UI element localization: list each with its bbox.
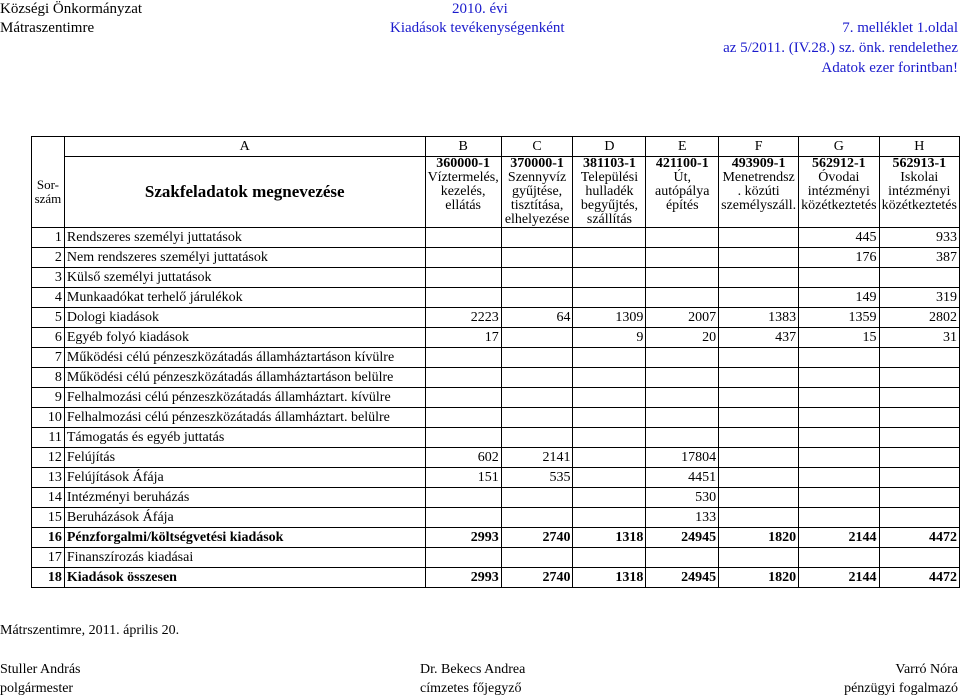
row-value xyxy=(501,368,573,388)
row-value: 2007 xyxy=(646,308,719,328)
row-label: Pénzforgalmi/költségvetési kiadások xyxy=(64,528,425,548)
row-label: Felújítások Áfája xyxy=(64,468,425,488)
table-row xyxy=(32,228,960,248)
row-value xyxy=(425,408,501,428)
row-value xyxy=(879,468,959,488)
row-value xyxy=(879,488,959,508)
row-value xyxy=(573,288,646,308)
row-value: 24945 xyxy=(646,568,719,588)
row-value: 1318 xyxy=(573,528,646,548)
row-number: 2 xyxy=(32,248,65,268)
row-value xyxy=(425,368,501,388)
row-label: Rendszeres személyi juttatások xyxy=(64,228,425,248)
row-value xyxy=(879,548,959,568)
row-value: 933 xyxy=(879,228,959,248)
row-value: 1309 xyxy=(573,308,646,328)
row-value xyxy=(501,228,573,248)
row-value xyxy=(573,508,646,528)
table-row xyxy=(32,428,960,448)
row-value xyxy=(646,348,719,368)
row-value xyxy=(501,288,573,308)
table-row xyxy=(32,288,960,308)
signer-2-name: Dr. Bekecs Andrea xyxy=(420,662,526,677)
row-value: 15 xyxy=(799,328,879,348)
corner-cell xyxy=(32,137,65,157)
table-row xyxy=(32,448,960,468)
row-number: 16 xyxy=(32,528,65,548)
row-value xyxy=(573,248,646,268)
activity-code-header: 370000-1 Szennyvíz gyűjtése, tisztítása, elhelyezése xyxy=(501,157,573,228)
row-value xyxy=(646,428,719,448)
row-value xyxy=(501,248,573,268)
column-letter: C xyxy=(501,137,573,157)
row-value xyxy=(719,368,799,388)
row-value xyxy=(799,388,879,408)
activity-code-header: 381103-1 Települési hulladék begyűjtés, szállítás xyxy=(573,157,646,228)
row-value xyxy=(501,408,573,428)
row-value xyxy=(719,248,799,268)
row-value: 1383 xyxy=(719,308,799,328)
row-label: Dologi kiadások xyxy=(64,308,425,328)
row-number: 13 xyxy=(32,468,65,488)
table-row xyxy=(32,348,960,368)
signer-1-title: polgármester xyxy=(0,681,74,696)
row-value xyxy=(879,408,959,428)
row-value xyxy=(799,508,879,528)
row-value xyxy=(646,388,719,408)
row-label: Kiadások összesen xyxy=(64,568,425,588)
place-date: Mátrszentimre, 2011. április 20. xyxy=(0,623,180,638)
row-value xyxy=(425,288,501,308)
row-number: 10 xyxy=(32,408,65,428)
row-number: 15 xyxy=(32,508,65,528)
column-letter: B xyxy=(425,137,501,157)
row-number: 6 xyxy=(32,328,65,348)
row-value xyxy=(646,288,719,308)
row-value xyxy=(646,548,719,568)
row-number: 5 xyxy=(32,308,65,328)
row-value xyxy=(799,408,879,428)
row-value: 2141 xyxy=(501,448,573,468)
row-value xyxy=(425,428,501,448)
doc-title: Kiadások tevékenységenként xyxy=(390,20,565,36)
table-row xyxy=(32,528,960,548)
column-letter: E xyxy=(646,137,719,157)
row-label: Külső személyi juttatások xyxy=(64,268,425,288)
row-value: 602 xyxy=(425,448,501,468)
row-value xyxy=(573,448,646,468)
name-header: Szakfeladatok megnevezése xyxy=(64,157,425,228)
row-value: 1359 xyxy=(799,308,879,328)
row-value xyxy=(425,348,501,368)
row-value: 2144 xyxy=(799,568,879,588)
row-value xyxy=(425,268,501,288)
row-value xyxy=(719,268,799,288)
row-value xyxy=(646,408,719,428)
row-value: 9 xyxy=(573,328,646,348)
signer-2-title: címzetes főjegyző xyxy=(420,681,522,696)
row-value xyxy=(879,428,959,448)
row-value xyxy=(501,268,573,288)
row-value xyxy=(879,508,959,528)
row-value xyxy=(573,388,646,408)
row-label: Felújítás xyxy=(64,448,425,468)
row-value xyxy=(719,428,799,448)
row-value xyxy=(719,288,799,308)
row-label: Beruházások Áfája xyxy=(64,508,425,528)
row-value xyxy=(799,348,879,368)
table-row xyxy=(32,248,960,268)
expense-table xyxy=(31,136,960,588)
table-row xyxy=(32,308,960,328)
table-row xyxy=(32,508,960,528)
row-value xyxy=(501,328,573,348)
row-number: 18 xyxy=(32,568,65,588)
row-value: 20 xyxy=(646,328,719,348)
row-value xyxy=(501,488,573,508)
row-label: Felhalmozási célú pénzeszközátadás államháztart. belülre xyxy=(64,408,425,428)
row-number: 12 xyxy=(32,448,65,468)
row-value xyxy=(501,388,573,408)
row-value xyxy=(879,368,959,388)
row-value: 387 xyxy=(879,248,959,268)
row-number: 9 xyxy=(32,388,65,408)
column-letter: H xyxy=(879,137,959,157)
row-value: 4451 xyxy=(646,468,719,488)
row-value: 530 xyxy=(646,488,719,508)
annex-label: 7. melléklet 1.oldal xyxy=(842,20,958,36)
table-row xyxy=(32,548,960,568)
row-value: 445 xyxy=(799,228,879,248)
row-label: Felhalmozási célú pénzeszközátadás államháztart. kívülre xyxy=(64,388,425,408)
row-value xyxy=(799,268,879,288)
row-value xyxy=(799,468,879,488)
row-number: 1 xyxy=(32,228,65,248)
row-value: 535 xyxy=(501,468,573,488)
table-row xyxy=(32,368,960,388)
row-value xyxy=(879,448,959,468)
row-value: 2740 xyxy=(501,528,573,548)
row-value: 1820 xyxy=(719,528,799,548)
row-value xyxy=(646,228,719,248)
row-value: 4472 xyxy=(879,528,959,548)
row-value xyxy=(719,228,799,248)
row-value: 151 xyxy=(425,468,501,488)
year-label: 2010. évi xyxy=(452,1,508,17)
row-value: 2802 xyxy=(879,308,959,328)
row-value xyxy=(573,488,646,508)
row-value: 4472 xyxy=(879,568,959,588)
row-value xyxy=(425,488,501,508)
row-label: Egyéb folyó kiadások xyxy=(64,328,425,348)
row-value xyxy=(573,268,646,288)
row-number: 3 xyxy=(32,268,65,288)
row-value: 437 xyxy=(719,328,799,348)
row-number: 14 xyxy=(32,488,65,508)
row-value xyxy=(799,428,879,448)
row-value: 31 xyxy=(879,328,959,348)
sorszam-header: Sor- szám xyxy=(32,157,65,228)
table-row xyxy=(32,408,960,428)
row-value xyxy=(425,388,501,408)
table-row xyxy=(32,488,960,508)
row-value xyxy=(501,428,573,448)
row-value xyxy=(573,228,646,248)
signer-3-title: pénzügyi fogalmazó xyxy=(844,681,958,696)
signer-1-name: Stuller András xyxy=(0,662,81,677)
row-value: 2223 xyxy=(425,308,501,328)
activity-code-header: 421100-1 Út, autópálya építés xyxy=(646,157,719,228)
row-value xyxy=(573,468,646,488)
row-value: 17 xyxy=(425,328,501,348)
row-value xyxy=(501,508,573,528)
row-label: Működési célú pénzeszközátadás államháztartáson kívülre xyxy=(64,348,425,368)
row-label: Munkaadókat terhelő járulékok xyxy=(64,288,425,308)
row-value: 24945 xyxy=(646,528,719,548)
row-value xyxy=(573,408,646,428)
table-row xyxy=(32,468,960,488)
row-value: 149 xyxy=(799,288,879,308)
row-value: 1820 xyxy=(719,568,799,588)
org-name: Községi Önkormányzat xyxy=(0,1,143,17)
row-label: Nem rendszeres személyi juttatások xyxy=(64,248,425,268)
row-label: Támogatás és egyéb juttatás xyxy=(64,428,425,448)
row-value xyxy=(719,348,799,368)
column-letter: D xyxy=(573,137,646,157)
row-value xyxy=(719,388,799,408)
activity-code-header: 562913-1 Iskolai intézményi közétkeztetés xyxy=(879,157,959,228)
row-value: 2993 xyxy=(425,568,501,588)
org-place: Mátraszentimre xyxy=(0,20,95,36)
row-value xyxy=(799,548,879,568)
column-letter: A xyxy=(64,137,425,157)
row-value xyxy=(425,508,501,528)
row-value: 1318 xyxy=(573,568,646,588)
row-value xyxy=(719,468,799,488)
row-value xyxy=(425,228,501,248)
row-value xyxy=(719,408,799,428)
row-value xyxy=(501,548,573,568)
row-number: 8 xyxy=(32,368,65,388)
row-value xyxy=(719,488,799,508)
row-value: 2740 xyxy=(501,568,573,588)
row-value: 2144 xyxy=(799,528,879,548)
row-value xyxy=(646,268,719,288)
table-row xyxy=(32,268,960,288)
row-value xyxy=(646,368,719,388)
column-letter: F xyxy=(719,137,799,157)
row-value xyxy=(501,348,573,368)
row-value xyxy=(879,388,959,408)
row-number: 7 xyxy=(32,348,65,368)
row-value: 133 xyxy=(646,508,719,528)
row-value xyxy=(799,488,879,508)
row-value xyxy=(646,248,719,268)
row-value: 176 xyxy=(799,248,879,268)
row-label: Működési célú pénzeszközátadás államháztartáson belülre xyxy=(64,368,425,388)
column-header-row xyxy=(32,157,960,228)
row-label: Intézményi beruházás xyxy=(64,488,425,508)
row-value xyxy=(719,548,799,568)
row-value: 2993 xyxy=(425,528,501,548)
row-value xyxy=(879,348,959,368)
row-value xyxy=(425,248,501,268)
unit-label: Adatok ezer forintban! xyxy=(821,60,958,76)
row-value xyxy=(573,368,646,388)
activity-code-header: 562912-1 Óvodai intézményi közétkeztetés xyxy=(799,157,879,228)
activity-code-header: 493909-1 Menetrendsz . közúti személyszáll. xyxy=(719,157,799,228)
table-row xyxy=(32,328,960,348)
row-number: 17 xyxy=(32,548,65,568)
row-value xyxy=(425,548,501,568)
table-row xyxy=(32,388,960,408)
table-row xyxy=(32,568,960,588)
activity-code-header: 360000-1 Víztermelés, kezelés, ellátás xyxy=(425,157,501,228)
row-value xyxy=(799,368,879,388)
row-value: 17804 xyxy=(646,448,719,468)
row-value xyxy=(879,268,959,288)
row-number: 11 xyxy=(32,428,65,448)
row-value xyxy=(719,448,799,468)
row-value xyxy=(573,548,646,568)
row-value: 319 xyxy=(879,288,959,308)
row-value xyxy=(573,348,646,368)
signer-3-name: Varró Nóra xyxy=(895,662,958,677)
row-value xyxy=(719,508,799,528)
column-letter: G xyxy=(799,137,879,157)
row-value xyxy=(573,428,646,448)
row-value: 64 xyxy=(501,308,573,328)
decree-label: az 5/2011. (IV.28.) sz. önk. rendelethez xyxy=(723,40,958,56)
column-letter-row xyxy=(32,137,960,157)
row-label: Finanszírozás kiadásai xyxy=(64,548,425,568)
row-number: 4 xyxy=(32,288,65,308)
row-value xyxy=(799,448,879,468)
